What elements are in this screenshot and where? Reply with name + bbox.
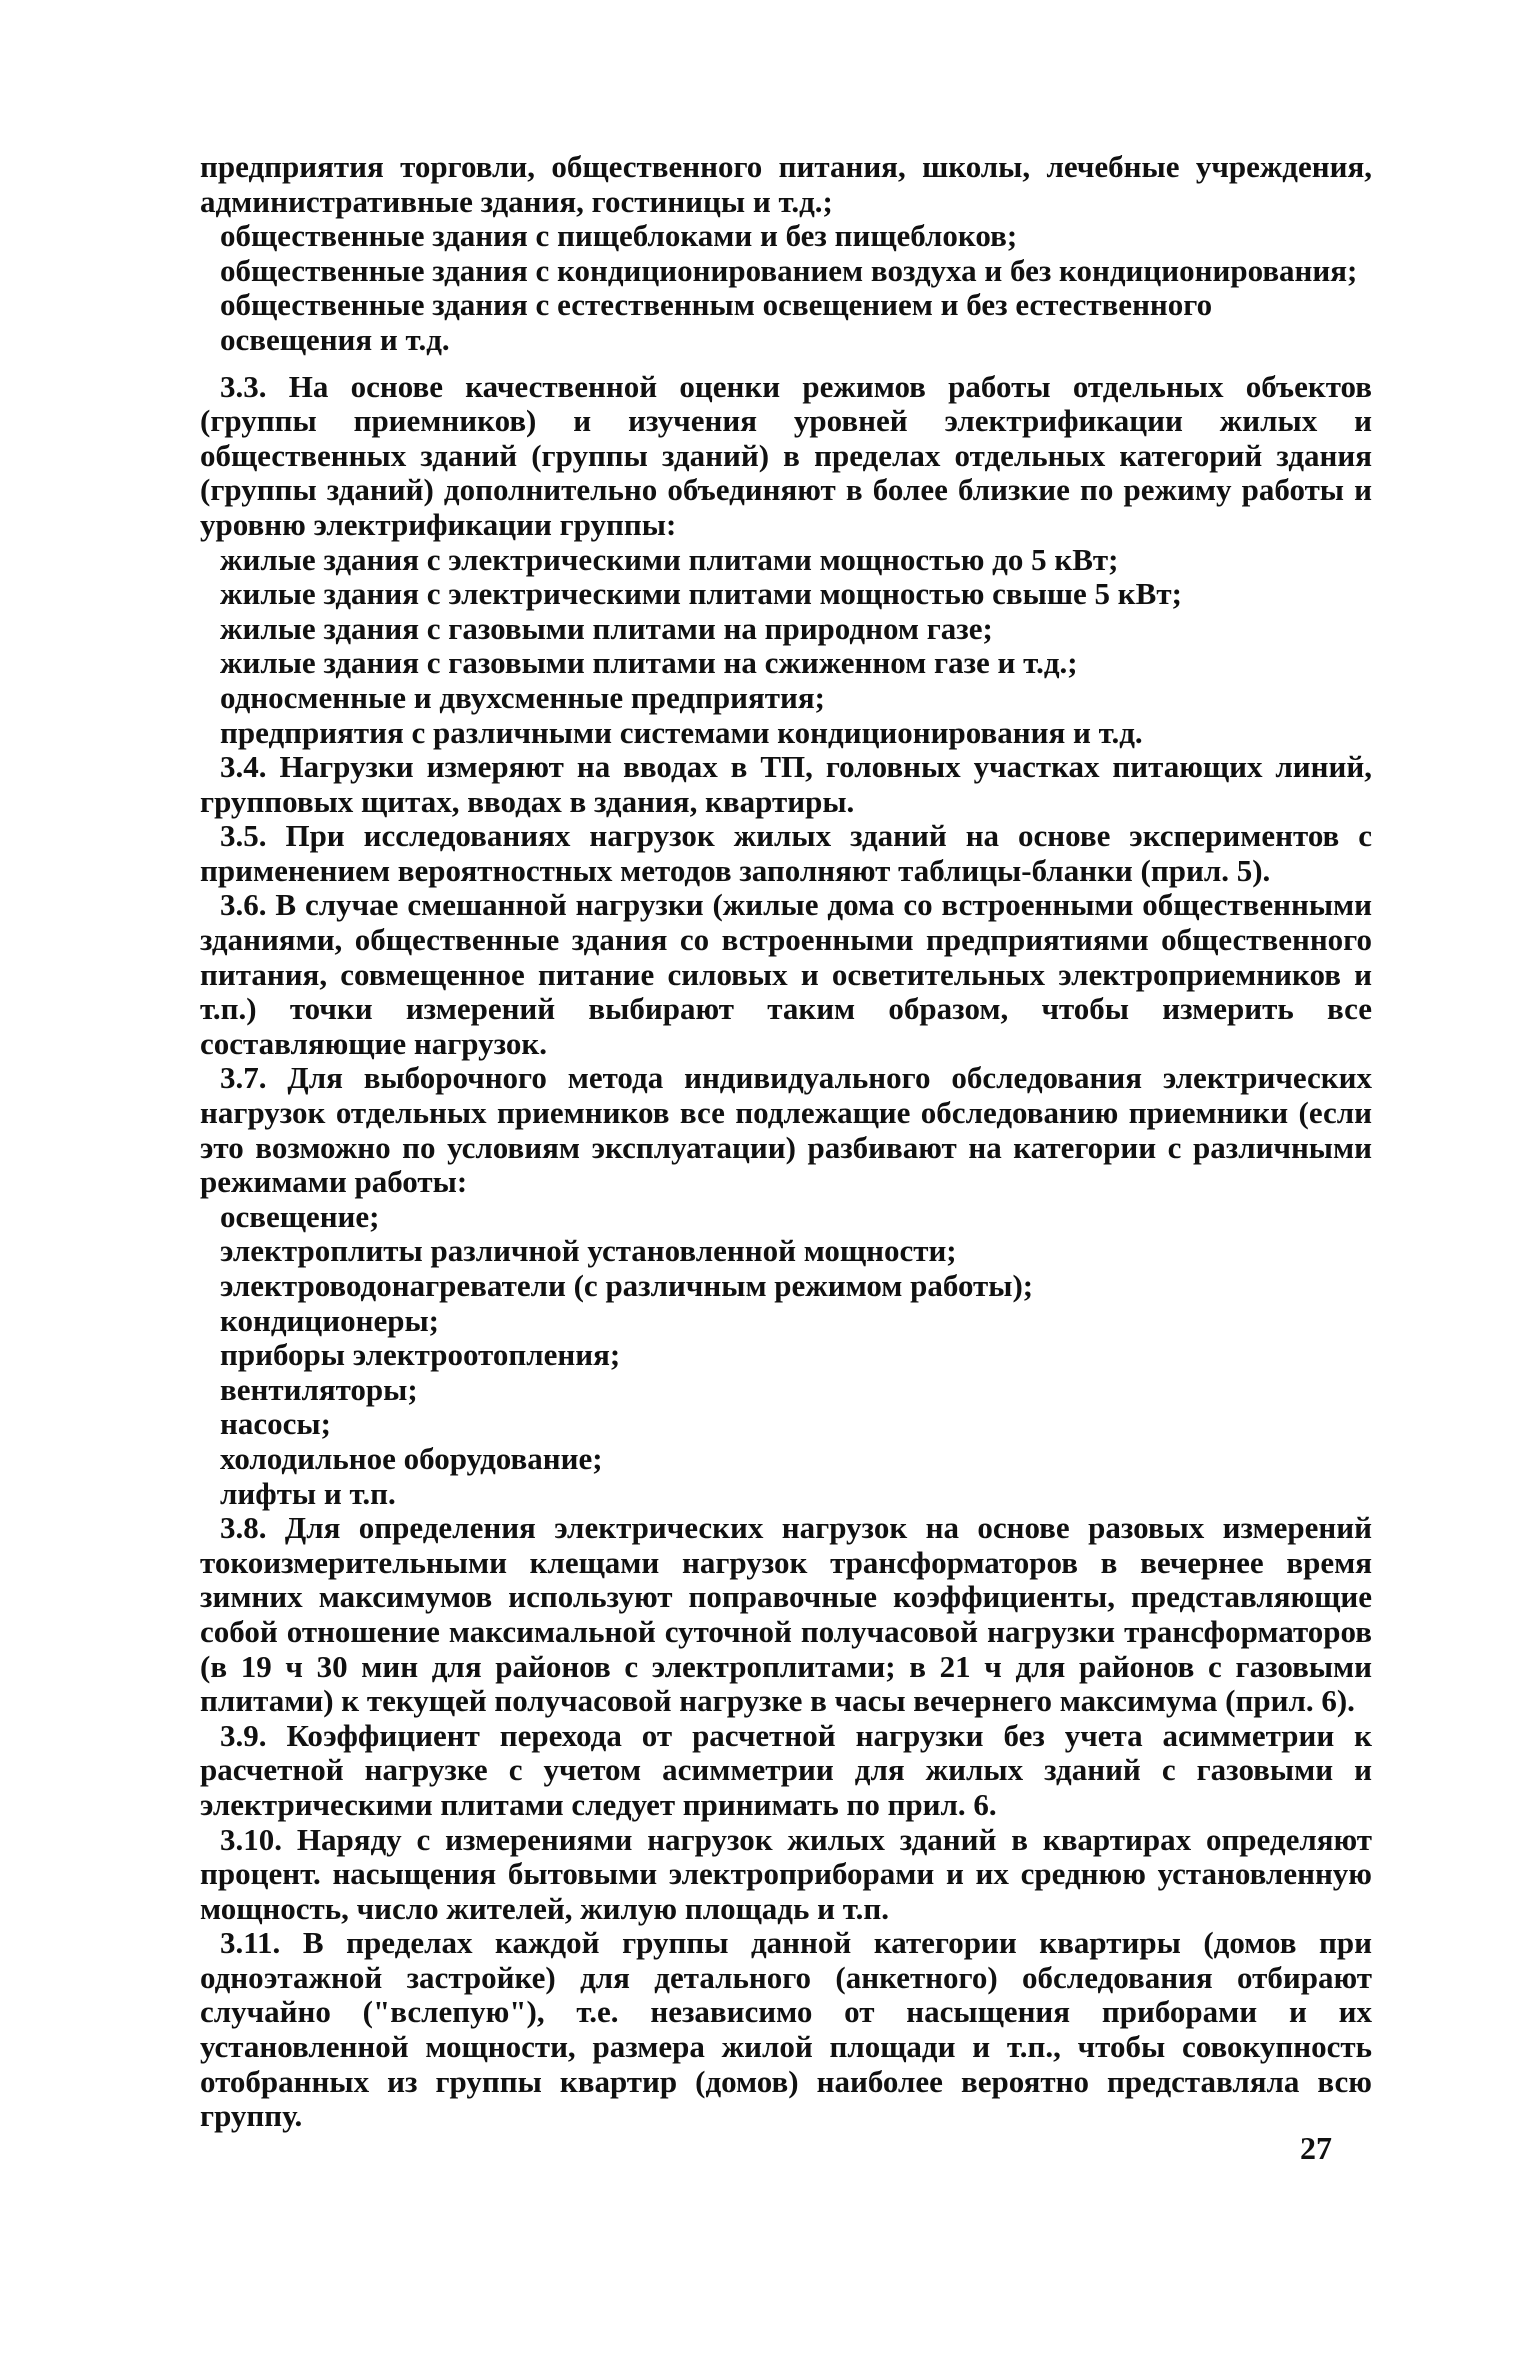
- list-item: кондиционеры;: [220, 1302, 439, 1338]
- list-item: односменные и двухсменные предприятия;: [220, 679, 825, 715]
- list-item: приборы электроотопления;: [220, 1337, 621, 1373]
- section-number: 3.6.: [220, 887, 267, 923]
- section-text: На основе качественной оценки режимов работы отдельных объектов (группы приемников) и изучения уровней электрификации жилых и общественных зданий (группы зданий) в пределах отдельных категорий здания (группы зданий) дополнительно объединяют в более близкие по режиму работы и уровню электрификации группы:: [200, 368, 1372, 542]
- list-item: вентиляторы;: [220, 1371, 418, 1407]
- section-number: 3.5.: [220, 818, 267, 854]
- section-3-3: [200, 370, 1372, 543]
- section-number: 3.10.: [220, 1821, 282, 1857]
- section-3-6: [200, 888, 1372, 1061]
- document-page: [200, 150, 1372, 2134]
- section-3-10: [200, 1823, 1372, 1927]
- list-item: жилые здания с электрическими плитами мощностью до 5 кВт;: [220, 541, 1119, 577]
- section-text: Наряду с измерениями нагрузок жилых зданий в квартирах определяют процент. насыщения бытовыми электроприборами и их среднюю установленную мощность, число жителей, жилую площадь и т.п.: [200, 1821, 1373, 1926]
- intro-line-1: предприятия торговли, общественного питания, школы, лечебные учреждения, административные здания, гостиницы и т.д.;: [200, 149, 1372, 219]
- section-text: Для выборочного метода индивидуального обследования электрических нагрузок отдельных приемников все подлежащие обследованию приемники (если это возможно по условиям эксплуатации) разбивают на категории с различными режимами работы:: [200, 1060, 1372, 1200]
- section-number: 3.8.: [220, 1510, 267, 1546]
- list-item: холодильное оборудование;: [220, 1440, 603, 1476]
- section-3-7: [200, 1061, 1372, 1199]
- list-item: освещение;: [220, 1198, 380, 1234]
- section-text: Нагрузки измеряют на вводах в ТП, головных участках питающих линий, групповых щитах, вводах в здания, квартиры.: [200, 749, 1372, 819]
- list-item: жилые здания с газовыми плитами на сжиженном газе и т.д.;: [220, 645, 1078, 681]
- section-3-4: [200, 750, 1372, 819]
- section-text: В пределах каждой группы данной категории квартиры (домов при одноэтажной застройке) для детального (анкетного) обследования отбирают случайно ("вслепую"), т.е. независимо от насыщения приборами и их установленной мощности, размера жилой площади и т.п., чтобы совокупность отобранных из группы квартир (домов) наиболее вероятно представляла всю группу.: [200, 1925, 1373, 2134]
- intro-line-2: общественные здания с пищеблоками и без пищеблоков;: [220, 218, 1018, 254]
- list-item: лифты и т.п.: [220, 1475, 396, 1511]
- list-item: предприятия с различными системами кондиционирования и т.д.: [220, 714, 1143, 750]
- section-3-11: [200, 1926, 1372, 2134]
- section-number: 3.4.: [220, 749, 267, 785]
- section-3-8: [200, 1511, 1372, 1719]
- section-number: 3.11.: [220, 1925, 281, 1961]
- section-number: 3.7.: [220, 1060, 267, 1096]
- section-text: При исследованиях нагрузок жилых зданий на основе экспериментов с применением вероятностных методов заполняют таблицы-бланки (прил. 5).: [200, 818, 1372, 888]
- list-item: электроводонагреватели (с различным режимом работы);: [220, 1268, 1034, 1303]
- intro-line-3: общественные здания с кондиционированием воздуха и без кондиционирования;: [220, 252, 1358, 288]
- list-item: насосы;: [220, 1406, 331, 1442]
- section-number: 3.3.: [220, 368, 267, 404]
- list-item: жилые здания с газовыми плитами на природном газе;: [220, 610, 993, 646]
- section-3-5: [200, 819, 1372, 888]
- list-item: электроплиты различной установленной мощности;: [220, 1233, 957, 1269]
- intro-line-4: общественные здания с естественным освещением и без естественного освещения и т.д.: [220, 287, 1213, 357]
- section-number: 3.9.: [220, 1717, 267, 1753]
- section-text: Коэффициент перехода от расчетной нагрузки без учета асимметрии к расчетной нагрузке с учетом асимметрии для жилых зданий с газовыми и электрическими плитами следует принимать по прил. 6.: [200, 1717, 1372, 1822]
- section-3-9: [200, 1719, 1372, 1823]
- list-item: жилые здания с электрическими плитами мощностью свыше 5 кВт;: [220, 576, 1182, 612]
- section-text: В случае смешанной нагрузки (жилые дома со встроенными общественными зданиями, общественные здания со встроенными предприятиями общественного питания, совмещенное питание силовых и осветительных электроприемников и т.п.) точки измерений выбирают таким образом, чтобы измерить все составляющие нагрузок.: [200, 887, 1372, 1061]
- page-number: 27: [1300, 2130, 1332, 2166]
- section-text: Для определения электрических нагрузок на основе разовых измерений токоизмерительными клещами нагрузок трансформаторов в вечернее время зимних максимумов используют поправочные коэффициенты, представляющие собой отношение максимальной суточной получасовой нагрузки трансформаторов (в 19 ч 30 мин для районов с электроплитами; в 21 ч для районов с газовыми плитами) к текущей получасовой нагрузке в часы вечернего максимума (прил. 6).: [200, 1510, 1373, 1719]
